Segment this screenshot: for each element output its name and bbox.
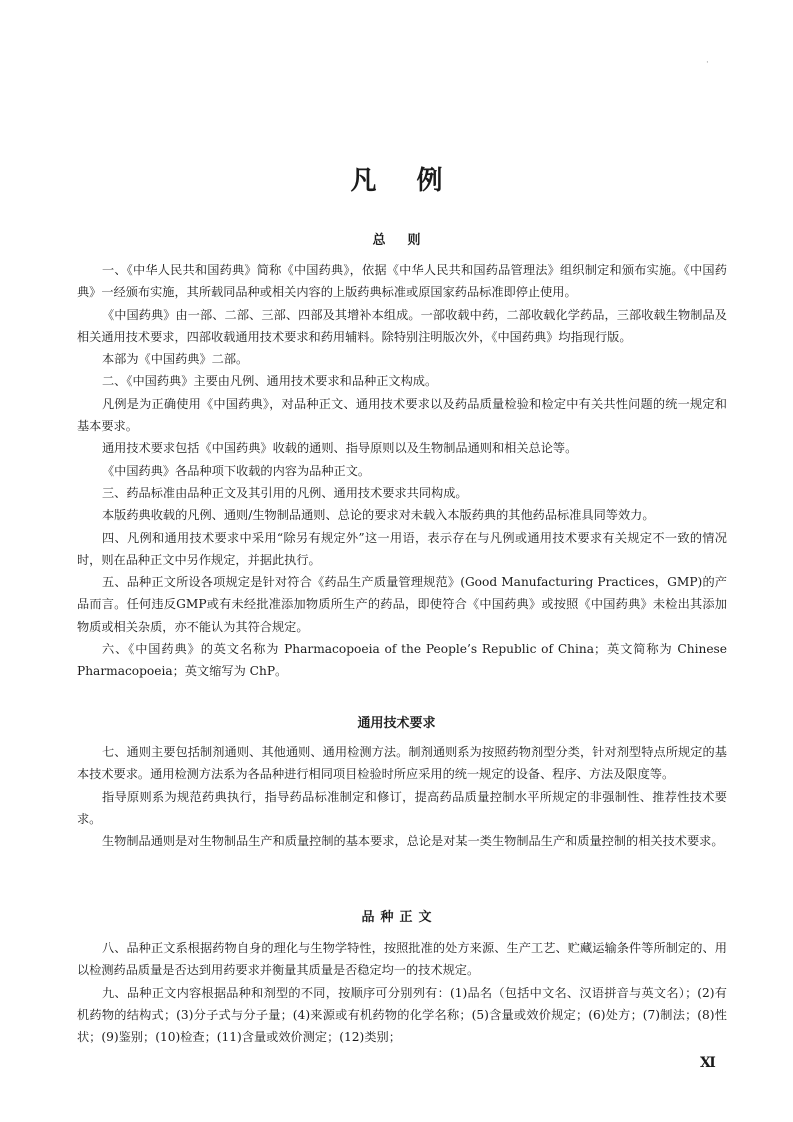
paragraph: 二、《中国药典》主要由凡例、通用技术要求和品种正文构成。 bbox=[102, 374, 438, 389]
section-heading-monograph: 品种正文 bbox=[361, 910, 438, 925]
paragraph: 四、凡例和通用技术要求中采用“除另有规定外”这一用语，表示存在与凡例或通用技术要求有关规定不一致的情况时，则在品种正文中另作规定，并据此执行。 bbox=[77, 530, 727, 567]
general-body bbox=[77, 259, 727, 683]
paragraph: 本版药典收载的凡例、通则/生物制品通则、总论的要求对未载入本版药典的其他药品标准具同等效力。 bbox=[102, 508, 655, 523]
paragraph: 一、《中华人民共和国药典》简称《中国药典》，依据《中华人民共和国药品管理法》组织制定和颁布实施。《中国药典》一经颁布实施，其所载同品种或相关内容的上版药典标准或原国家药品标准即停止使用。 bbox=[77, 263, 727, 300]
monograph-body bbox=[77, 937, 727, 1048]
corner-mark: · bbox=[706, 58, 709, 68]
paragraph: 九、品种正文内容根据品种和剂型的不同，按顺序可分别列有：(1)品名（包括中文名、汉语拼音与英文名）；(2)有机药物的结构式；(3)分子式与分子量；(4)来源或有机药物的化学名称；(5)含量或效价规定；(6)处方；(7)制法；(8)性状；(9)鉴别；(10)检查；(11)含量或效价测定；(12)类别； bbox=[77, 985, 727, 1045]
paragraph: 通用技术要求包括《中国药典》收载的通则、指导原则以及生物制品通则和相关总论等。 bbox=[102, 441, 578, 456]
paragraph: 《中国药典》各品种项下收载的内容为品种正文。 bbox=[102, 463, 371, 478]
page-number: Ⅺ bbox=[700, 1055, 716, 1071]
paragraph: 八、品种正文系根据药物自身的理化与生物学特性，按照批准的处方来源、生产工艺、贮藏运输条件等所制定的、用以检测药品质量是否达到用药要求并衡量其质量是否稳定均一的技术规定。 bbox=[77, 941, 727, 978]
paragraph: 六、《中国药典》的英文名称为 Pharmacopoeia of the People’s Republic of China；英文简称为 Chinese Pharmacopoeia；英文缩写为 ChP。 bbox=[77, 642, 727, 679]
page-title: 凡例 bbox=[350, 166, 483, 196]
section-heading-tech: 通用技术要求 bbox=[357, 716, 436, 731]
paragraph: 指导原则系为规范药典执行，指导药品标准制定和修订，提高药品质量控制水平所规定的非强制性、推荐性技术要求。 bbox=[77, 789, 727, 826]
section-heading-general: 总则 bbox=[372, 233, 443, 248]
paragraph: 《中国药典》由一部、二部、三部、四部及其增补本组成。一部收载中药，二部收载化学药品，三部收载生物制品及相关通用技术要求，四部收载通用技术要求和药用辅料。除特别注明版次外，《中国药典》均指现行版。 bbox=[77, 307, 727, 344]
tech-body bbox=[77, 741, 727, 852]
paragraph: 凡例是为正确使用《中国药典》，对品种正文、通用技术要求以及药品质量检验和检定中有关共性问题的统一规定和基本要求。 bbox=[77, 396, 727, 434]
paragraph: 三、药品标准由品种正文及其引用的凡例、通用技术要求共同构成。 bbox=[102, 485, 468, 500]
paragraph: 本部为《中国药典》二部。 bbox=[102, 352, 249, 367]
paragraph: 生物制品通则是对生物制品生产和质量控制的基本要求，总论是对某一类生物制品生产和质量控制的相关技术要求。 bbox=[102, 834, 724, 849]
paragraph: 七、通则主要包括制剂通则、其他通则、通用检测方法。制剂通则系为按照药物剂型分类，针对剂型特点所规定的基本技术要求。通用检测方法系为各品种进行相同项目检验时所应采用的统一规定的设备、程序、方法及限度等。 bbox=[77, 745, 727, 782]
paragraph: 五、品种正文所设各项规定是针对符合《药品生产质量管理规范》(Good Manufacturing Practices，GMP)的产品而言。任何违反GMP或有未经批准添加物质所生产的药品，即使符合《中国药典》或按照《中国药典》未检出其添加物质或相关杂质，亦不能认为其符合规定。 bbox=[77, 575, 727, 634]
